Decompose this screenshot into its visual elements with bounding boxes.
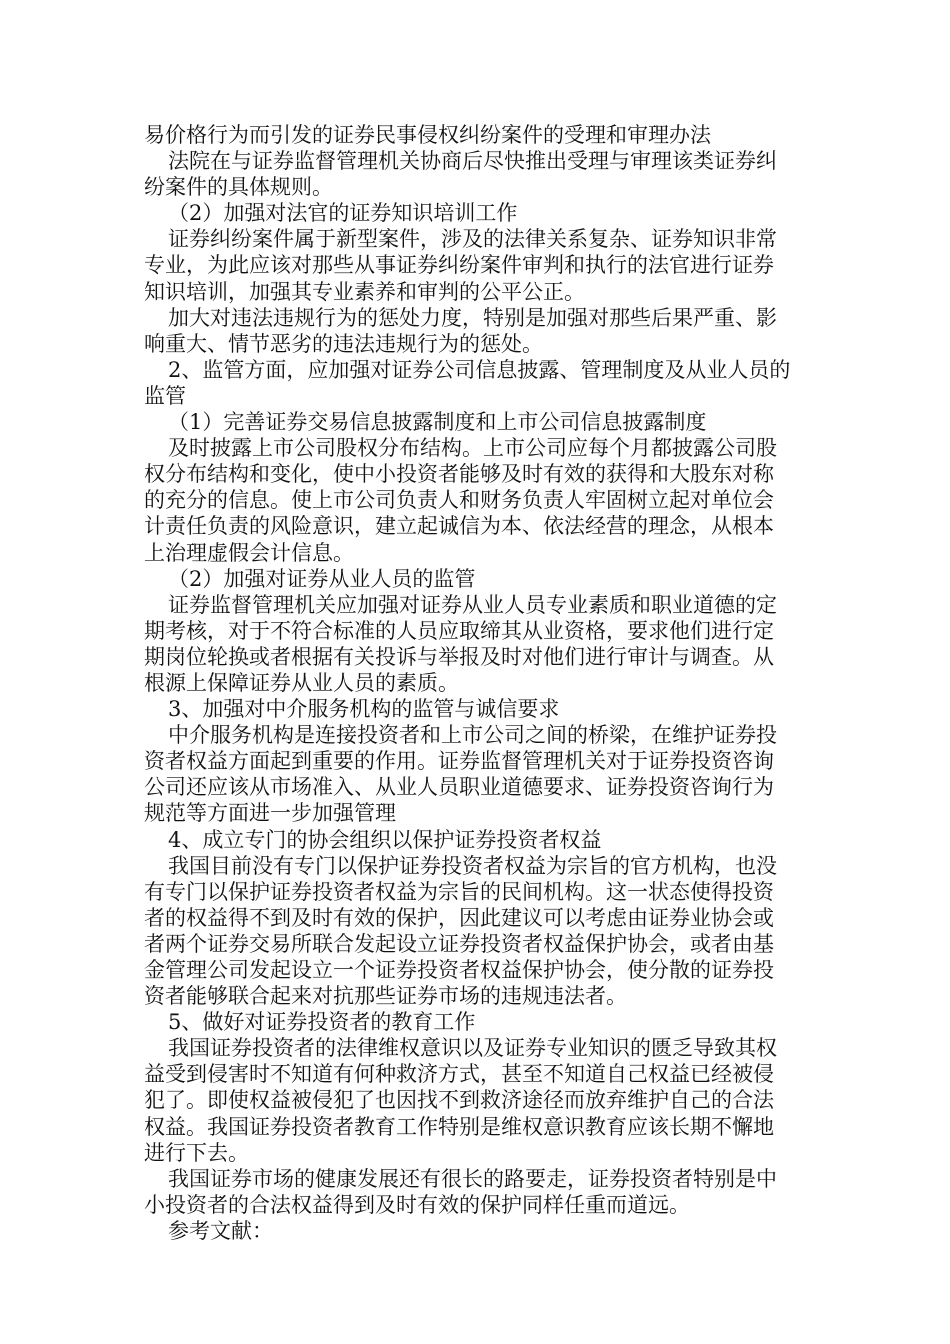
paragraph: 我国证券投资者的法律维权意识以及证券专业知识的匮乏导致其权益受到侵害时不知道有何种救济方式，甚至不知道自己权益已经被侵犯了。即使权益被侵犯了也因找不到救济途径而放弃维护自己的合法权益。我国证券投资者教育工作特别是维权意识教育应该长期不懈地进行下去。 (144, 1036, 777, 1165)
sub-heading: （2）加强对证券从业人员的监管 (168, 566, 476, 591)
paragraph: 及时披露上市公司股权分布结构。上市公司应每个月都披露公司股权分布结构和变化，使中小投资者能够及时有效的获得和大股东对称的充分的信息。使上市公司负责人和财务负责人牢固树立起对单位会计责任负责的风险意识，建立起诚信为本、依法经营的理念，从根本上治理虚假会计信息。 (144, 436, 777, 565)
paragraph: 中介服务机构是连接投资者和上市公司之间的桥梁，在维护证券投资者权益方面起到重要的作用。证券监督管理机关对于证券投资咨询公司还应该从市场准入、从业人员职业道德要求、证券投资咨询行为规范等方面进一步加强管理 (144, 723, 777, 826)
sub-heading: （2）加强对法官的证券知识培训工作 (168, 201, 518, 226)
paragraph: 加大对违法违规行为的惩处力度，特别是加强对那些后果严重、影响重大、情节恶劣的违法违规行为的惩处。 (144, 305, 777, 356)
references-heading: 参考文献： (168, 1218, 273, 1243)
sub-heading: （1）完善证券交易信息披露制度和上市公司信息披露制度 (168, 410, 707, 435)
section-heading: 2、监管方面，应加强对证券公司信息披露、管理制度及从业人员的监管 (144, 357, 791, 408)
paragraph: 我国证券市场的健康发展还有很长的路要走，证券投资者特别是中小投资者的合法权益得到及时有效的保护同样任重而道远。 (144, 1166, 777, 1217)
paragraph: 证券纠纷案件属于新型案件，涉及的法律关系复杂、证券知识非常专业，为此应该对那些从事证券纠纷案件审判和执行的法官进行证券知识培训，加强其专业素养和审判的公平公正。 (144, 227, 777, 304)
document-body (144, 122, 792, 1244)
paragraph: 我国目前没有专门以保护证券投资者权益为宗旨的官方机构，也没有专门以保护证券投资者权益为宗旨的民间机构。这一状态使得投资者的权益得不到及时有效的保护，因此建议可以考虑由证券业协会或者两个证券交易所联合发起设立证券投资者权益保护协会，或者由基金管理公司发起设立一个证券投资者权益保护协会，使分散的证券投资者能够联合起来对抗那些证券市场的违规违法者。 (144, 853, 777, 1009)
section-heading: 3、加强对中介服务机构的监管与诚信要求 (168, 697, 560, 722)
paragraph: 法院在与证券监督管理机关协商后尽快推出受理与审理该类证券纠纷案件的具体规则。 (144, 149, 777, 200)
section-heading: 4、成立专门的协会组织以保护证券投资者权益 (168, 827, 602, 852)
paragraph: 证券监督管理机关应加强对证券从业人员专业素质和职业道德的定期考核，对于不符合标准的人员应取缔其从业资格，要求他们进行定期岗位轮换或者根据有关投诉与举报及时对他们进行审计与调查。从根源上保障证券从业人员的素质。 (144, 592, 777, 695)
section-heading: 5、做好对证券投资者的教育工作 (168, 1010, 476, 1035)
paragraph: 易价格行为而引发的证券民事侵权纠纷案件的受理和审理办法 (144, 123, 711, 147)
